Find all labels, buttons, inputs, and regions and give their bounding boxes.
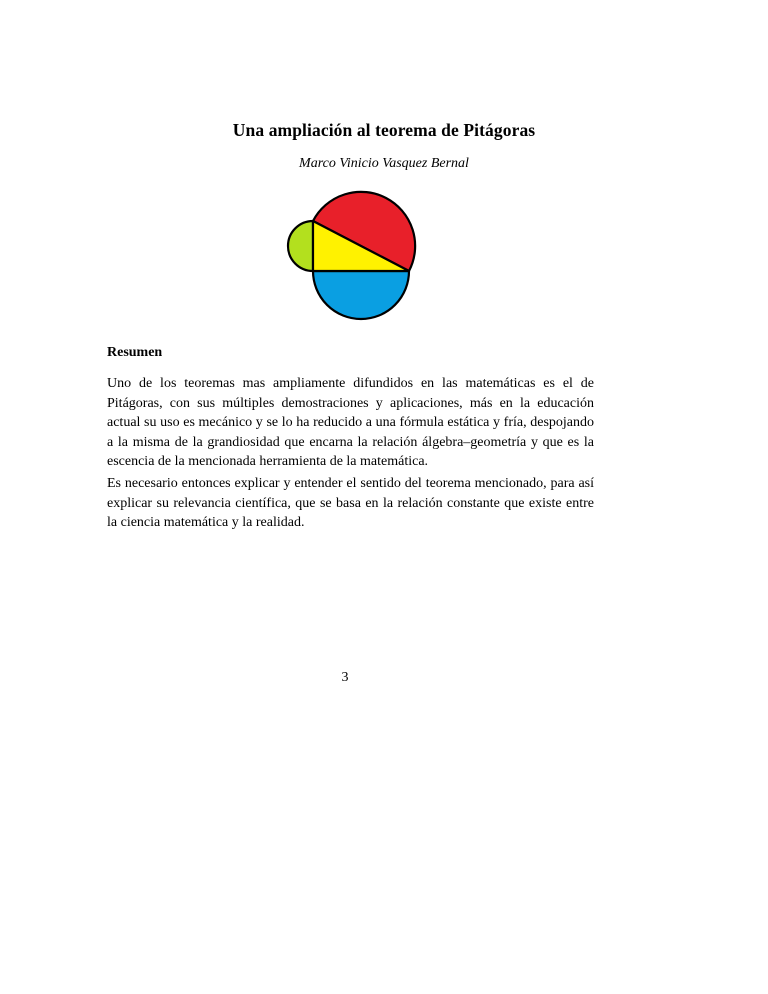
abstract-paragraph-2: Es necesario entonces explicar y entender el sentido del teorema mencionado, para así explicar su relevancia científica, que se basa en la relación constante que existe entre la ciencia matemática y la realidad. [107,476,594,530]
page-title: Una ampliación al teorema de Pitágoras [232,120,536,140]
abstract-heading: Resumen [107,345,163,360]
author-name: Marco Vinicio Vasquez Bernal [299,156,469,171]
horizontal-leg-semicircle [313,271,409,319]
abstract-paragraph-1: Uno de los teoremas mas ampliamente difundidos en las matemáticas es el de Pitágoras, con sus múltiples demostraciones y aplicaciones, más en la educación actual su uso es mecánico y se lo ha reducido a una fórmula estática y fría, despojando a la misma de la grandiosidad que encarna la relación álgebra–geometría y que es la escencia de la mencionada herramienta de la matemática. [107,376,594,469]
page-number: 3 [341,670,349,685]
pythagoras-figure [282,190,422,326]
vertical-leg-semicircle [288,221,313,271]
